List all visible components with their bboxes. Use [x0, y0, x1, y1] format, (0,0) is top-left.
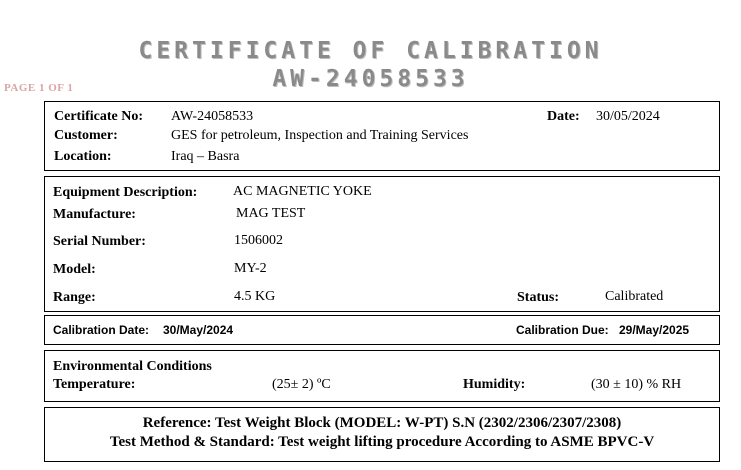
humidity-label: Humidity: — [463, 377, 526, 392]
certificate-title-number: AW-24058533 — [272, 66, 469, 92]
customer-value: GES for petroleum, Inspection and Training Services — [171, 128, 469, 143]
customer-label: Customer: — [54, 128, 118, 143]
reference-box — [44, 407, 720, 462]
calibration-dates-box — [44, 315, 720, 345]
location-value: Iraq – Basra — [171, 149, 240, 164]
model-label: Model: — [53, 262, 96, 277]
certificate-title: CERTIFICATE OF CALIBRATION — [138, 38, 603, 64]
location-label: Location: — [54, 149, 112, 164]
cert-no-value: AW-24058533 — [171, 109, 254, 124]
cert-no-label: Certificate No: — [54, 109, 144, 124]
status-label: Status: — [517, 290, 560, 305]
serial-number-value: 1506002 — [234, 233, 283, 248]
equipment-description-label: Equipment Description: — [53, 185, 198, 200]
temperature-value: (25± 2) ºC — [272, 377, 331, 392]
environment-box — [44, 350, 720, 402]
certificate-info-box — [44, 101, 720, 171]
reference-line: Reference: Test Weight Block (MODEL: W-PT) S.N (2302/2306/2307/2308) — [142, 415, 622, 431]
environment-heading: Environmental Conditions — [53, 359, 212, 374]
page-indicator: PAGE 1 OF 1 — [4, 82, 74, 94]
manufacture-label: Manufacture: — [53, 207, 136, 222]
test-method-line: Test Method & Standard: Test weight lifting procedure According to ASME BPVC-V — [109, 434, 655, 450]
calibration-due-label: Calibration Due: — [516, 323, 609, 337]
equipment-box — [44, 176, 720, 312]
calibration-date-label: Calibration Date: — [53, 323, 150, 337]
date-value: 30/05/2024 — [596, 109, 660, 124]
humidity-value: (30 ± 10) % RH — [591, 377, 682, 392]
serial-number-label: Serial Number: — [53, 234, 146, 249]
status-value: Calibrated — [605, 289, 664, 304]
range-label: Range: — [53, 290, 96, 305]
calibration-due-value: 29/May/2025 — [619, 323, 690, 337]
equipment-description-value: AC MAGNETIC YOKE — [233, 184, 372, 199]
range-value: 4.5 KG — [234, 289, 276, 304]
temperature-label: Temperature: — [53, 377, 136, 392]
manufacture-value: MAG TEST — [236, 206, 306, 221]
calibration-date-value: 30/May/2024 — [163, 323, 234, 337]
date-label: Date: — [547, 109, 580, 124]
model-value: MY-2 — [234, 261, 267, 276]
